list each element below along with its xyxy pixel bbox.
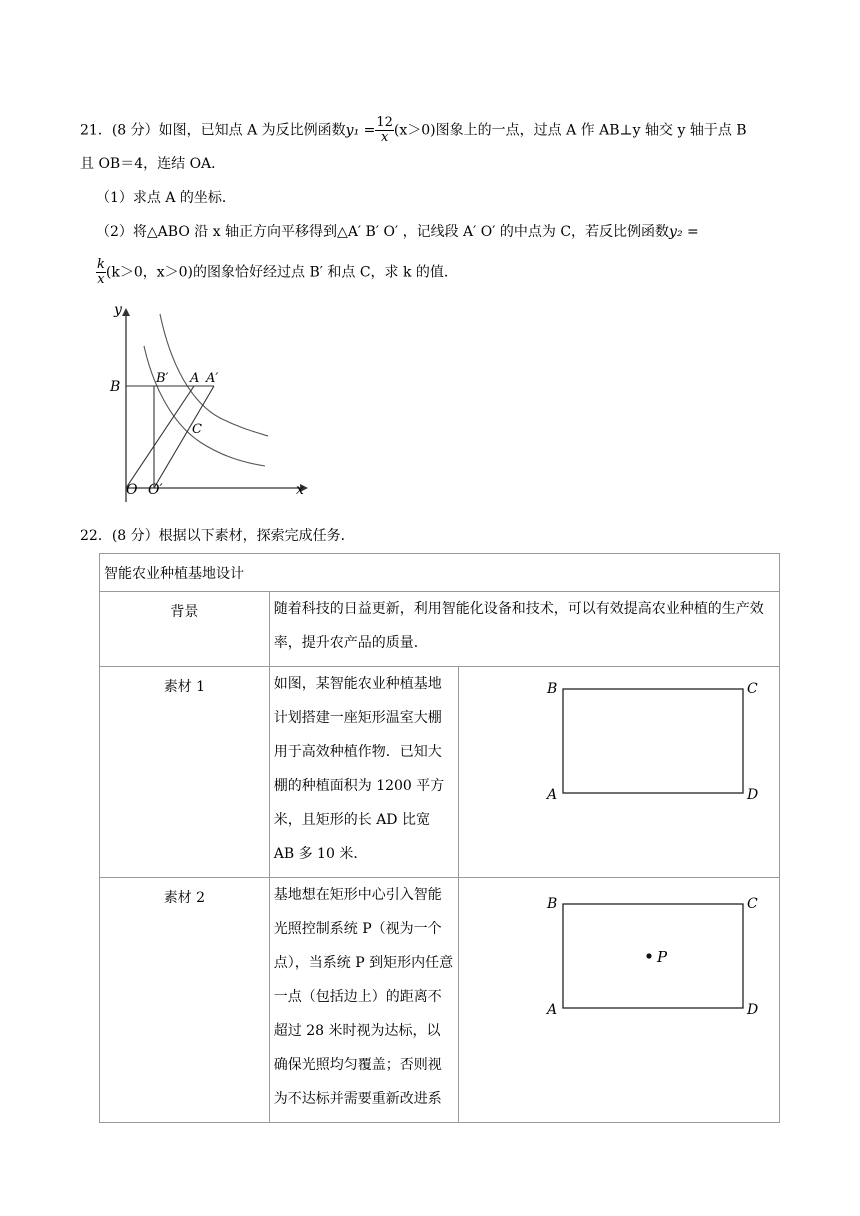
q21-line1	[80, 116, 747, 145]
row-figure-material2	[458, 878, 779, 1123]
rect2-label-A: A	[546, 1002, 557, 1016]
rect2-label-P: P	[656, 948, 667, 966]
row-label-background: 背景	[100, 592, 270, 667]
table-title-row	[100, 554, 780, 592]
label-Op: O′	[148, 482, 163, 498]
rect1-label-C: C	[746, 681, 758, 697]
q22-heading: 22．(8 分）根据以下素材，探索完成任务．	[80, 528, 355, 544]
q21-fraction-denominator: x	[380, 130, 389, 145]
label-C: C	[192, 422, 202, 437]
q21-fraction-numerator: 12	[376, 115, 393, 130]
q21-figure	[100, 302, 310, 512]
q21-sub2-fraction-denominator: x	[97, 272, 105, 287]
row-figure-material1	[458, 667, 779, 878]
label-A: A	[190, 371, 200, 386]
curve-y2	[144, 346, 265, 466]
rect1-label-B: B	[546, 681, 557, 697]
q21-intro-text: 21．(8 分）如图，已知点 A 为反比例函数	[80, 122, 346, 139]
rectangle-ABCD	[563, 689, 743, 793]
q21-sub2-function-name: y₂ =	[669, 224, 699, 240]
q21-intro-text-2: 图象上的一点，过点 A 作 AB⊥y 轴交 y 轴于点 B	[435, 122, 747, 139]
rectangle-ABCD-2	[563, 904, 743, 1008]
row-text-material1: 如图，某智能农业种植基地计划搭建一座矩形温室大棚用于高效种植作物．已知大棚的种植面积为 1200 平方米，且矩形的长 AD 比宽 AB 多 10 米．	[269, 667, 458, 878]
rectangle-ABCD-P-figure	[459, 886, 779, 1016]
q21-condition: (x＞0)	[393, 122, 436, 139]
row-label-material2: 素材 2	[100, 878, 270, 1123]
q21-sub2-text: （2）将△ABO 沿 x 轴正方向平移得到△A′ B′ O′ ，记线段 A′ O′ 的中点为 C，若反比例函数	[96, 224, 670, 240]
rectangle-ABCD-figure	[459, 675, 779, 805]
q21-sub2-line1	[96, 222, 699, 242]
row-text-material2: 基地想在矩形中心引入智能光照控制系统 P（视为一个点），当系统 P 到矩形内任意一点（包括边上）的距离不超过 28 米时视为达标，以确保光照均匀覆盖；否则视为不达标并需要重新改进系	[269, 878, 458, 1123]
q21-sub2-fraction	[96, 258, 106, 287]
label-y: y	[114, 302, 122, 318]
q21-sub2-fraction-numerator: k	[97, 257, 105, 272]
table-title: 智能农业种植基地设计	[100, 554, 780, 592]
q21-fraction	[375, 116, 394, 145]
y-axis-arrow-icon	[122, 308, 130, 316]
rect2-label-B: B	[546, 896, 557, 912]
q21-function-name: y₁ =	[345, 122, 376, 139]
label-Bp: B′	[156, 371, 169, 386]
label-x: x	[296, 482, 304, 498]
rect1-label-D: D	[746, 787, 758, 803]
row-text-background: 随着科技的日益更新，利用智能化设备和技术，可以有效提高农业种植的生产效率，提升农产品的质量．	[269, 592, 779, 667]
label-B: B	[110, 379, 121, 395]
q21-sub2-text-2: (k＞0，x＞0)的图象恰好经过点 B′ 和点 C，求 k 的值．	[105, 264, 458, 281]
table-row-material1	[100, 667, 780, 878]
rect1-label-A: A	[546, 787, 557, 803]
table-row-material2	[100, 878, 780, 1123]
rect2-label-C: C	[746, 896, 758, 912]
table-row-background	[100, 592, 780, 667]
q21-sub1: （1）求点 A 的坐标．	[96, 190, 236, 206]
q21-line2: 且 OB＝4，连结 OA．	[80, 156, 226, 172]
label-Ap: A′	[206, 371, 219, 386]
q22-table	[99, 553, 780, 1123]
rect2-label-D: D	[746, 1002, 758, 1016]
q21-sub2-line2	[96, 258, 458, 287]
point-P	[646, 953, 651, 958]
row-label-material1: 素材 1	[100, 667, 270, 878]
label-O: O	[126, 482, 138, 498]
